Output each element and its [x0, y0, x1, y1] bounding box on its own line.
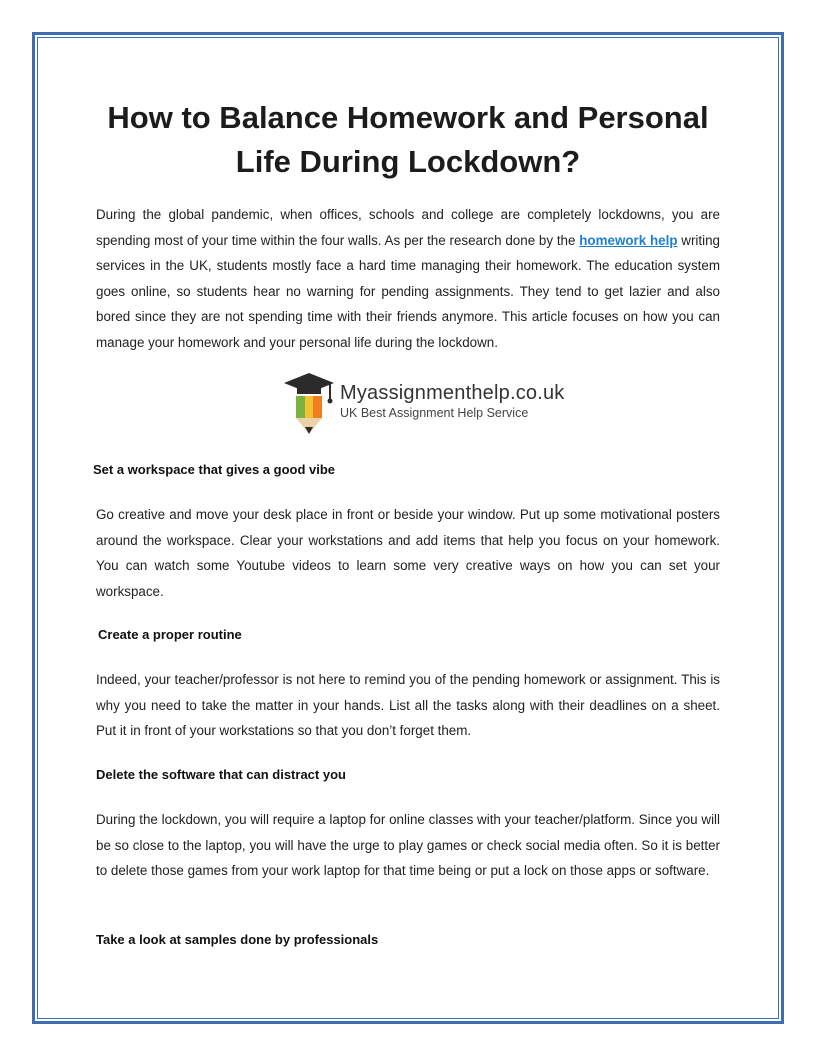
- intro-text-end: writing services in the UK, students mostly face a hard time managing their homework. The education system goes online, so students hear no warning for pending assignments. They tend to get lazier and also bored since they are not spending time with their friends anymore. This article focuses on how you can manage your homework and your personal life during the lockdown.: [96, 232, 720, 350]
- graduation-pencil-icon: [282, 370, 336, 436]
- intro-paragraph: [96, 202, 720, 356]
- logo-name: Myassignmenthelp.co.uk: [340, 382, 565, 404]
- section-heading: Set a workspace that gives a good vibe: [93, 462, 336, 477]
- section-paragraph: During the lockdown, you will require a laptop for online classes with your teacher/platform. Since you will be so close to the laptop, you will have the urge to play games or check social media often. So it is better to delete those games from your work laptop for that time being or put a lock on those apps or software.: [96, 812, 720, 879]
- section-heading: Delete the software that can distract you: [96, 767, 346, 782]
- section-paragraph: Indeed, your teacher/professor is not here to remind you of the pending homework or assignment. This is why you need to take the matter in your hands. List all the tasks along with their deadlines on a sheet. Put it in front of your workstations so that you don’t forget them.: [96, 672, 720, 739]
- section-paragraph: Go creative and move your desk place in front or beside your window. Put up some motivational posters around the workspace. Clear your workstations and add items that help you focus on your homework. You can watch some Youtube videos to learn some very creative ways on how you can set your workspace.: [96, 507, 720, 599]
- logo-tagline: UK Best Assignment Help Service: [340, 406, 529, 420]
- brand-logo: [282, 370, 565, 436]
- homework-help-link[interactable]: homework help: [579, 232, 678, 248]
- section-heading: Take a look at samples done by professionals: [96, 932, 379, 947]
- intro-text-start: During the global pandemic, when offices, schools and college are completely lockdowns, you are spending most of your time within the four walls. As per the research done by the: [96, 207, 720, 248]
- section-heading: Create a proper routine: [98, 627, 242, 642]
- page-title: How to Balance Homework and Personal Life During Lockdown?: [107, 100, 709, 179]
